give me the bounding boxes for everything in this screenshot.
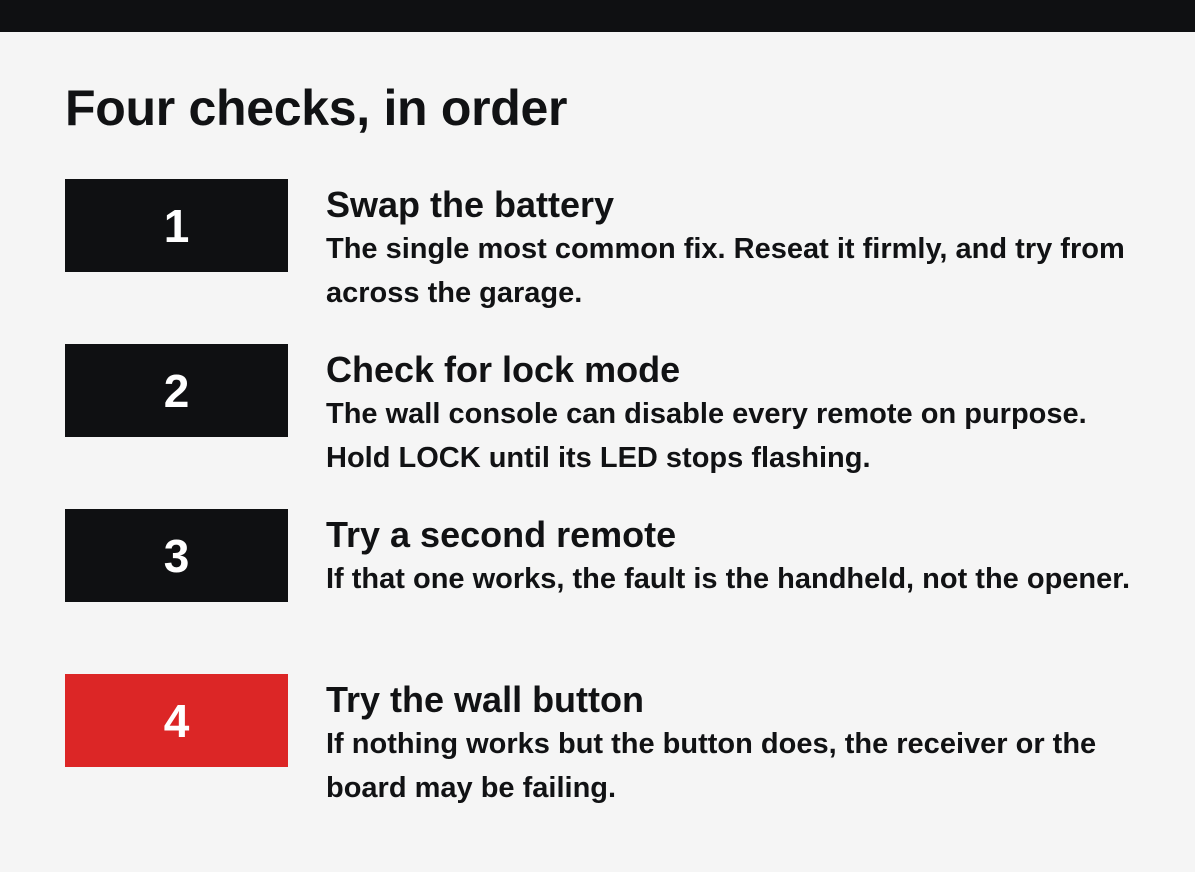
step-text xyxy=(326,678,1136,810)
step-heading: Try the wall button xyxy=(326,679,645,720)
step-heading: Try a second remote xyxy=(326,514,677,555)
step-number: 2 xyxy=(163,364,190,417)
step-number: 4 xyxy=(163,694,190,747)
step-text xyxy=(326,348,1136,480)
step-text xyxy=(326,183,1136,315)
check-item xyxy=(65,509,1145,674)
step-number: 3 xyxy=(163,529,190,582)
step-number: 1 xyxy=(163,199,190,252)
step-heading: Check for lock mode xyxy=(326,349,681,390)
check-item xyxy=(65,344,1145,509)
step-body: The wall console can disable every remote on purpose. Hold LOCK until its LED stops flashing. xyxy=(326,398,1087,474)
step-body: The single most common fix. Reseat it firmly, and try from across the garage. xyxy=(326,233,1125,309)
checks-list xyxy=(65,179,1145,839)
step-number-block xyxy=(65,674,288,767)
page-title: Four checks, in order xyxy=(65,80,568,136)
step-number-block xyxy=(65,509,288,602)
step-body: If that one works, the fault is the handheld, not the opener. xyxy=(326,563,1130,595)
check-item xyxy=(65,179,1145,344)
step-number-block xyxy=(65,179,288,272)
step-text xyxy=(326,513,1136,601)
step-body: If nothing works but the button does, the receiver or the board may be failing. xyxy=(326,728,1097,804)
top-bar xyxy=(0,0,1195,32)
step-heading: Swap the battery xyxy=(326,184,615,225)
check-item xyxy=(65,674,1145,839)
step-number-block xyxy=(65,344,288,437)
